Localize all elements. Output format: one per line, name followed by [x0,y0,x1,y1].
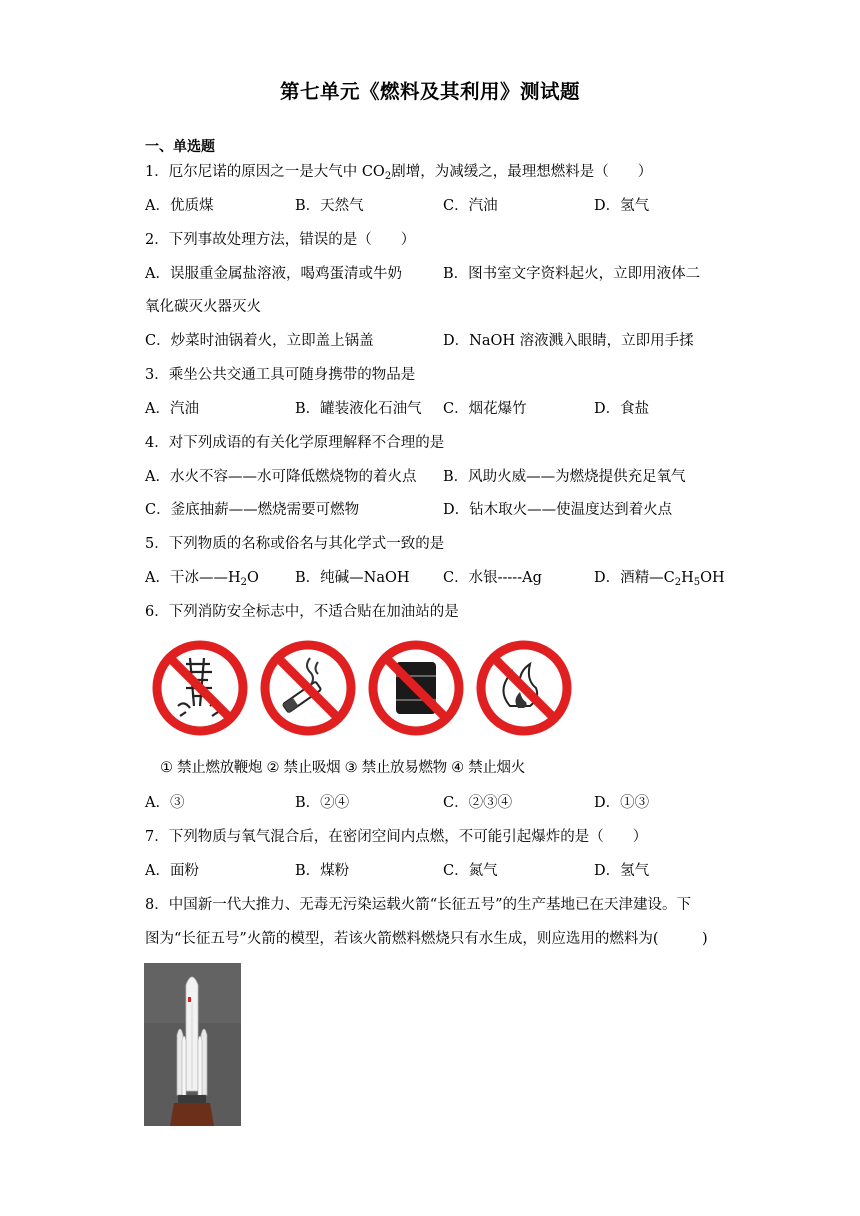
q2-option-a: A．误服重金属盐溶液，喝鸡蛋清或牛奶 [145,266,402,282]
q7-option-a: A．面粉 [145,863,199,879]
q7-option-b: B．煤粉 [295,863,350,879]
q3-option-d: D．食盐 [594,401,650,417]
rocket-model-image [144,963,241,1126]
q5-option-a: A．干冰$——H_2O$ [145,570,259,588]
question-4-stem: 4．对下列成语的有关化学原理解释不合理的是 [145,435,445,451]
no-flammables-sign [373,645,459,731]
question-5-stem: 5．下列物质的名称或俗名与其化学式一致的是 [145,536,445,552]
q6-option-d: D．①③ [594,795,650,811]
question-8-line-1: 8．中国新一代大推力、无毒无污染运载火箭“长征五号”的生产基地已在天津建设。下 [145,897,692,913]
q4-option-d: D．钻木取火——使温度达到着火点 [443,502,673,518]
signs-caption: ① 禁止燃放鞭炮 ② 禁止吸烟 ③ 禁止放易燃物 ④ 禁止烟火 [160,760,525,776]
q2-option-c: C．炒菜时油锅着火，立即盖上锅盖 [145,333,374,349]
q1-option-c: C．汽油 [443,198,498,214]
q6-option-c: C．②③④ [443,795,513,811]
q2-option-b-continued: 氧化碳灭火器灭火 [145,299,261,315]
q1-option-d: D．氢气 [594,198,650,214]
q4-option-c: C．釜底抽薪——燃烧需要可燃物 [145,502,360,518]
q7-option-c: C．氮气 [443,863,498,879]
section-heading: 一、单选题 [145,139,215,155]
q1-option-b: B．天然气 [295,198,364,214]
question-8-line-2: 图为“长征五号”火箭的模型，若该火箭燃料燃烧只有水生成，则应选用的燃料为( ) [145,931,708,947]
q5-option-c: C．水银-----Ag [443,570,542,586]
q1-option-a: A．优质煤 [145,198,214,214]
page-title: 第七单元《燃料及其利用》测试题 [279,80,580,103]
q6-option-a: A．③ [145,795,185,811]
q3-option-c: C．烟花爆竹 [443,401,527,417]
no-smoking-sign [265,645,351,731]
q5-option-d: D．酒精$—C_2H_5OH$ [594,570,725,588]
q2-option-b: B．图书室文字资料起火，立即用液体二 [443,266,701,282]
question-6-stem: 6．下列消防安全标志中，不适合贴在加油站的是 [145,604,459,620]
q7-option-d: D．氢气 [594,863,650,879]
question-7-stem: 7．下列物质与氧气混合后，在密闭空间内点燃，不可能引起爆炸的是（ ） [145,829,648,845]
q2-option-d: D．NaOH 溶液溅入眼睛，立即用手揉 [443,333,694,349]
q4-option-b: B．风助火威——为燃烧提供充足氧气 [443,469,686,485]
no-firecrackers-sign [157,645,243,731]
q4-option-a: A．水火不容——水可降低燃烧物的着火点 [145,469,417,485]
q3-option-b: B．罐装液化石油气 [295,401,422,417]
question-1-stem: 1．厄尔尼诺的原因之一是大气中 $CO_2$剧增，为减缓之，最理想燃料是（ ） [145,164,653,182]
q6-option-b: B．②④ [295,795,350,811]
q5-option-b: B．纯碱—NaOH [295,570,410,586]
question-3-stem: 3．乘坐公共交通工具可随身携带的物品是 [145,367,416,383]
question-2-stem: 2．下列事故处理方法，错误的是（ ） [145,232,416,248]
q3-option-a: A．汽油 [145,401,199,417]
no-open-flame-sign [481,645,567,731]
